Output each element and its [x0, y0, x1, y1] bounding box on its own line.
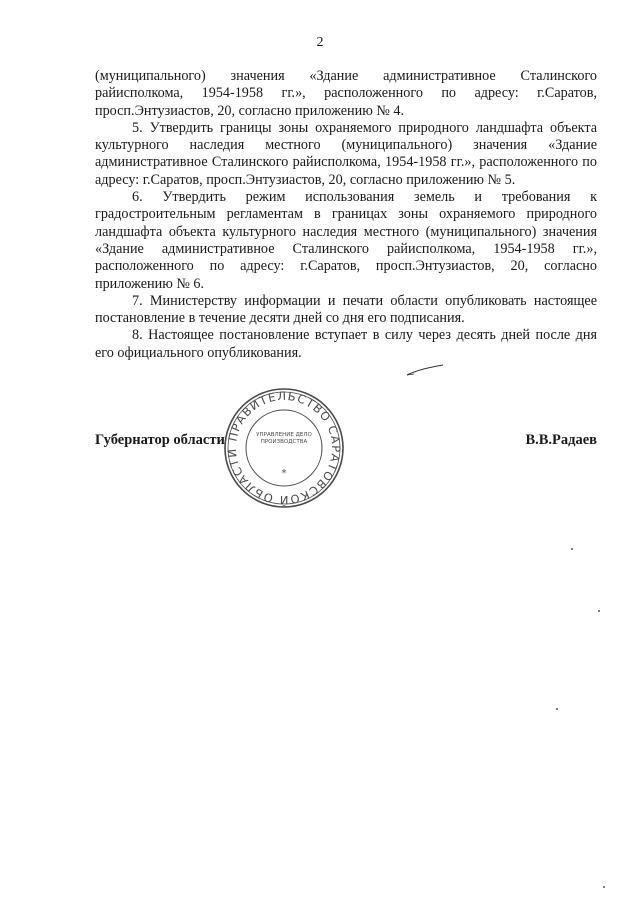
signatory-name: В.В.Радаев	[525, 432, 597, 448]
signature-block	[95, 432, 597, 452]
paragraph-item-7: 7. Министерству информации и печати области опубликовать настоящее постановление в течение десяти дней со дня его подписания.	[95, 292, 597, 327]
seal-inner-text: УПРАВЛЕНИЕ ДЕЛОПРОИЗВОДСТВА	[256, 432, 312, 445]
page-number: 2	[316, 35, 324, 50]
document-body	[95, 68, 597, 362]
paragraph-item-8: 8. Настоящее постановление вступает в силу через десять дней после дня его официального опубликования.	[95, 327, 597, 361]
paragraph-item-5: 5. Утвердить границы зоны охраняемого природного ландшафта объекта культурного наследия местного (муниципального) значения «Здание административное Сталинского райисполкома, 1954-1958 гг.», расположенного по адресу: г.Саратов, просп.Энтузиастов, 20, согласно приложению № 5.	[95, 119, 597, 188]
signature-scribble	[405, 362, 445, 378]
official-seal-stamp	[222, 386, 346, 510]
scan-speck	[556, 708, 558, 710]
scan-speck	[598, 610, 600, 612]
svg-text:*: *	[281, 468, 287, 479]
signatory-role: Губернатор области	[95, 432, 225, 448]
seal-outer-text: ПРАВИТЕЛЬСТВО САРАТОВСКОЙ ОБЛАСТИ	[224, 388, 344, 508]
paragraph-continuation: (муниципального) значения «Здание административное Сталинского райисполкома, 1954-1958 гг.», расположенного по адресу: г.Саратов, просп.Энтузиастов, 20, согласно приложению № 4.	[95, 68, 597, 119]
paragraph-item-6: 6. Утвердить режим использования земель и требования к градостроительным регламентам в границах зоны охраняемого природного ландшафта объекта культурного наследия местного (муниципального) значения «Здание административное Сталинского райисполкома, 1954-1958 гг.», расположенного по адресу: г.Саратов, просп.Энтузиастов, 20, согласно приложению № 6.	[95, 189, 597, 292]
scan-speck	[603, 886, 605, 888]
scan-speck	[571, 548, 573, 550]
